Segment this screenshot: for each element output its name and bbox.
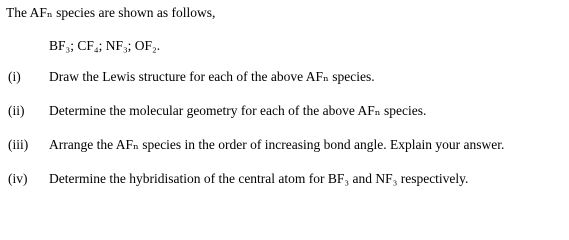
part-text: Arrange the AFₙ species in the order of increasing bond angle. Explain your answer.	[49, 137, 505, 152]
question-part-iv	[0, 171, 569, 187]
part-number: (iii)	[8, 137, 29, 152]
question-part-iii	[0, 137, 569, 153]
question-part-ii	[0, 103, 569, 119]
part-text: Draw the Lewis structure for each of the above AFₙ species.	[49, 69, 375, 84]
question-part-i	[0, 69, 569, 85]
part-text: Determine the hybridisation of the central atom for BF₃ and NF₃ respectively.	[49, 171, 469, 186]
part-number: (iv)	[8, 171, 28, 186]
part-number: (i)	[8, 69, 21, 84]
part-number: (ii)	[8, 103, 25, 118]
part-text: Determine the molecular geometry for each of the above AFₙ species.	[49, 103, 427, 118]
question-intro: The AFₙ species are shown as follows,	[6, 5, 216, 20]
species-formulas: BF₃; CF₄; NF₃; OF₂.	[49, 38, 161, 53]
